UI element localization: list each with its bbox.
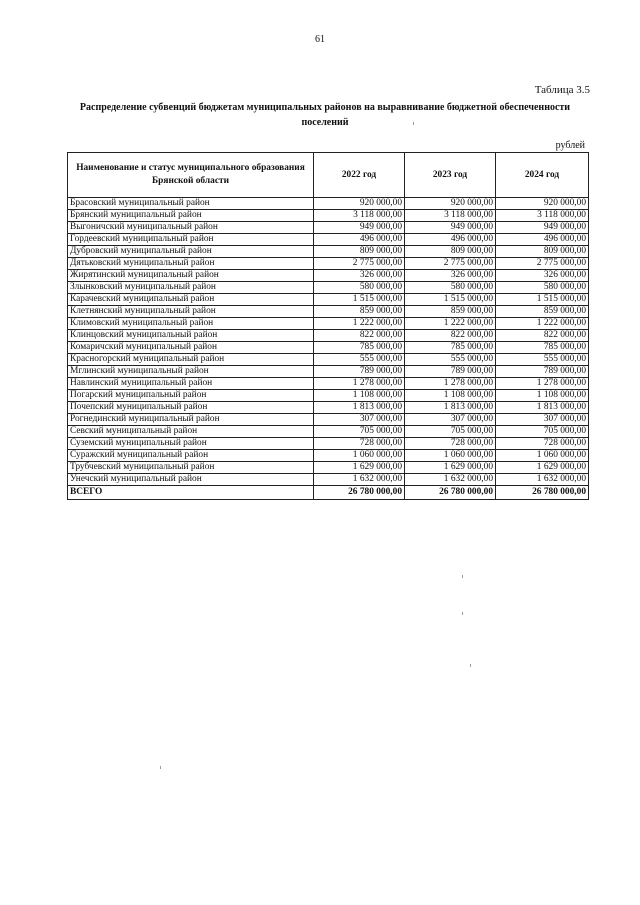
total-label: ВСЕГО: [68, 486, 314, 500]
value-2023: 580 000,00: [405, 282, 496, 294]
value-2023: 555 000,00: [405, 354, 496, 366]
value-2022: 785 000,00: [314, 342, 405, 354]
value-2023: 1 629 000,00: [405, 462, 496, 474]
value-2024: 789 000,00: [496, 366, 589, 378]
municipality-name: Унечский муниципальный район: [68, 474, 314, 486]
value-2022: 949 000,00: [314, 222, 405, 234]
value-2024: 1 108 000,00: [496, 390, 589, 402]
municipality-name: Рогнединский муниципальный район: [68, 414, 314, 426]
table-body: [68, 198, 589, 500]
value-2024: 1 813 000,00: [496, 402, 589, 414]
value-2023: 728 000,00: [405, 438, 496, 450]
total-2023: 26 780 000,00: [405, 486, 496, 500]
value-2023: 1 222 000,00: [405, 318, 496, 330]
value-2022: 1 813 000,00: [314, 402, 405, 414]
value-2022: 3 118 000,00: [314, 210, 405, 222]
municipality-name: Дубровский муниципальный район: [68, 246, 314, 258]
value-2022: 822 000,00: [314, 330, 405, 342]
table-row: [68, 198, 589, 210]
value-2024: 809 000,00: [496, 246, 589, 258]
value-2022: 809 000,00: [314, 246, 405, 258]
municipality-name: Климовский муниципальный район: [68, 318, 314, 330]
value-2022: 1 515 000,00: [314, 294, 405, 306]
table-row: [68, 450, 589, 462]
table-row: [68, 294, 589, 306]
municipality-name: Клинцовский муниципальный район: [68, 330, 314, 342]
value-2024: 822 000,00: [496, 330, 589, 342]
table-row: [68, 306, 589, 318]
table-row: [68, 402, 589, 414]
municipality-name: Красногорский муниципальный район: [68, 354, 314, 366]
value-2022: 2 775 000,00: [314, 258, 405, 270]
page-number: 61: [315, 34, 325, 45]
table-row: [68, 438, 589, 450]
value-2024: 1 222 000,00: [496, 318, 589, 330]
table-row: [68, 210, 589, 222]
municipality-name: Дятьковский муниципальный район: [68, 258, 314, 270]
municipality-name: Мглинский муниципальный район: [68, 366, 314, 378]
table-row: [68, 318, 589, 330]
value-2024: 1 632 000,00: [496, 474, 589, 486]
value-2023: 705 000,00: [405, 426, 496, 438]
table-row: [68, 474, 589, 486]
value-2023: 789 000,00: [405, 366, 496, 378]
value-2024: 949 000,00: [496, 222, 589, 234]
value-2023: 1 515 000,00: [405, 294, 496, 306]
value-2023: 496 000,00: [405, 234, 496, 246]
scan-speck: [413, 122, 414, 125]
column-header-2023: 2023 год: [405, 153, 496, 198]
total-row: [68, 486, 589, 500]
value-2024: 859 000,00: [496, 306, 589, 318]
table-row: [68, 222, 589, 234]
value-2024: 705 000,00: [496, 426, 589, 438]
value-2022: 326 000,00: [314, 270, 405, 282]
value-2022: 920 000,00: [314, 198, 405, 210]
table-row: [68, 390, 589, 402]
value-2024: 2 775 000,00: [496, 258, 589, 270]
municipality-name: Брянский муниципальный район: [68, 210, 314, 222]
value-2023: 949 000,00: [405, 222, 496, 234]
table-row: [68, 282, 589, 294]
value-2024: 1 060 000,00: [496, 450, 589, 462]
value-2023: 2 775 000,00: [405, 258, 496, 270]
value-2024: 326 000,00: [496, 270, 589, 282]
value-2023: 1 813 000,00: [405, 402, 496, 414]
table-row: [68, 354, 589, 366]
scan-speck: [160, 766, 161, 769]
value-2022: 555 000,00: [314, 354, 405, 366]
value-2022: 1 629 000,00: [314, 462, 405, 474]
table-row: [68, 246, 589, 258]
subsidy-table: [67, 152, 589, 500]
municipality-name: Почепский муниципальный район: [68, 402, 314, 414]
value-2024: 555 000,00: [496, 354, 589, 366]
value-2023: 1 108 000,00: [405, 390, 496, 402]
value-2022: 1 632 000,00: [314, 474, 405, 486]
value-2023: 1 060 000,00: [405, 450, 496, 462]
total-2022: 26 780 000,00: [314, 486, 405, 500]
unit-label: рублей: [555, 140, 585, 151]
column-header-2022: 2022 год: [314, 153, 405, 198]
value-2022: 1 222 000,00: [314, 318, 405, 330]
municipality-name: Карачевский муниципальный район: [68, 294, 314, 306]
value-2022: 1 060 000,00: [314, 450, 405, 462]
table-row: [68, 258, 589, 270]
value-2023: 785 000,00: [405, 342, 496, 354]
value-2022: 496 000,00: [314, 234, 405, 246]
value-2023: 859 000,00: [405, 306, 496, 318]
value-2024: 580 000,00: [496, 282, 589, 294]
table-row: [68, 426, 589, 438]
value-2022: 307 000,00: [314, 414, 405, 426]
value-2023: 1 278 000,00: [405, 378, 496, 390]
municipality-name: Трубчевский муниципальный район: [68, 462, 314, 474]
value-2024: 728 000,00: [496, 438, 589, 450]
table-row: [68, 378, 589, 390]
value-2022: 580 000,00: [314, 282, 405, 294]
municipality-name: Суземский муниципальный район: [68, 438, 314, 450]
value-2023: 920 000,00: [405, 198, 496, 210]
municipality-name: Жирятинский муниципальный район: [68, 270, 314, 282]
municipality-name: Гордеевский муниципальный район: [68, 234, 314, 246]
total-2024: 26 780 000,00: [496, 486, 589, 500]
value-2024: 496 000,00: [496, 234, 589, 246]
value-2022: 705 000,00: [314, 426, 405, 438]
table-header-row: [68, 153, 589, 198]
table-row: [68, 366, 589, 378]
municipality-name: Клетнянский муниципальный район: [68, 306, 314, 318]
table-row: [68, 234, 589, 246]
value-2022: 859 000,00: [314, 306, 405, 318]
table-row: [68, 330, 589, 342]
table-row: [68, 414, 589, 426]
value-2024: 1 629 000,00: [496, 462, 589, 474]
municipality-name: Выгоничский муниципальный район: [68, 222, 314, 234]
value-2024: 920 000,00: [496, 198, 589, 210]
scan-speck: [462, 575, 463, 578]
value-2023: 326 000,00: [405, 270, 496, 282]
municipality-name: Погарский муниципальный район: [68, 390, 314, 402]
table-row: [68, 342, 589, 354]
value-2023: 1 632 000,00: [405, 474, 496, 486]
column-header-2024: 2024 год: [496, 153, 589, 198]
municipality-name: Севский муниципальный район: [68, 426, 314, 438]
value-2023: 3 118 000,00: [405, 210, 496, 222]
scan-speck: [470, 664, 471, 667]
value-2024: 1 278 000,00: [496, 378, 589, 390]
column-header-name: Наименование и статус муниципального образования Брянской области: [68, 153, 314, 198]
value-2023: 809 000,00: [405, 246, 496, 258]
value-2024: 3 118 000,00: [496, 210, 589, 222]
value-2023: 307 000,00: [405, 414, 496, 426]
value-2022: 728 000,00: [314, 438, 405, 450]
table-row: [68, 270, 589, 282]
value-2022: 789 000,00: [314, 366, 405, 378]
value-2024: 785 000,00: [496, 342, 589, 354]
value-2022: 1 108 000,00: [314, 390, 405, 402]
municipality-name: Комаричский муниципальный район: [68, 342, 314, 354]
value-2023: 822 000,00: [405, 330, 496, 342]
table-number: Таблица 3.5: [534, 84, 590, 96]
value-2022: 1 278 000,00: [314, 378, 405, 390]
value-2024: 1 515 000,00: [496, 294, 589, 306]
scan-speck: [462, 612, 463, 615]
municipality-name: Навлинский муниципальный район: [68, 378, 314, 390]
value-2024: 307 000,00: [496, 414, 589, 426]
municipality-name: Суражский муниципальный район: [68, 450, 314, 462]
municipality-name: Брасовский муниципальный район: [68, 198, 314, 210]
table-row: [68, 462, 589, 474]
table-title: Распределение субвенций бюджетам муниципальных районов на выравнивание бюджетной обеспеченности поселений: [79, 102, 571, 128]
municipality-name: Злынковский муниципальный район: [68, 282, 314, 294]
